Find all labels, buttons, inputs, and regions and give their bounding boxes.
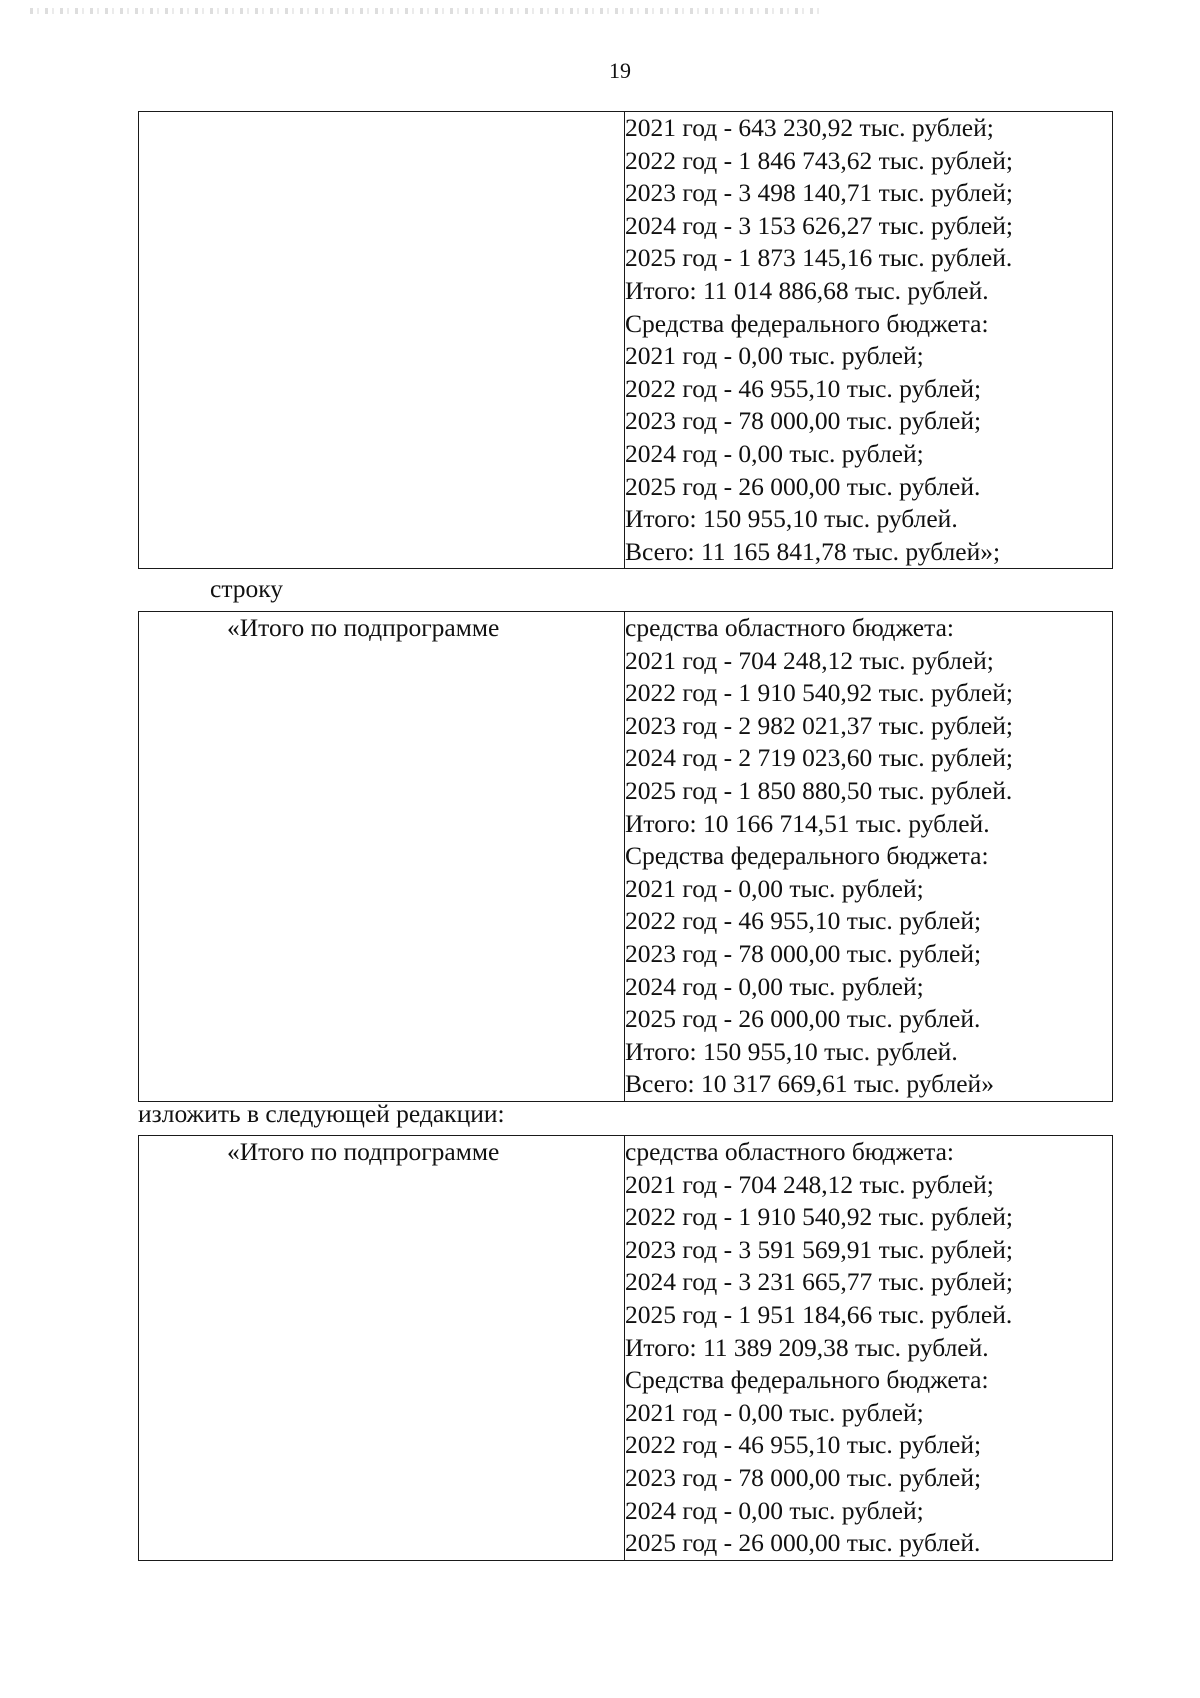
table-row (139, 112, 1113, 569)
budget-line: 2024 год - 3 231 665,77 тыс. рублей; (625, 1267, 1013, 1297)
table-right-cell (625, 112, 1113, 569)
budget-line: 2022 год - 46 955,10 тыс. рублей; (625, 1430, 982, 1460)
budget-line: средства областного бюджета: (625, 1137, 954, 1166)
table-row (139, 612, 1113, 1102)
budget-line: 2021 год - 704 248,12 тыс. рублей; (625, 645, 994, 675)
budget-line: 2021 год - 643 230,92 тыс. рублей; (625, 113, 994, 142)
budget-line: 2023 год - 3 591 569,91 тыс. рублей; (625, 1234, 1013, 1264)
budget-line: 2025 год - 26 000,00 тыс. рублей. (625, 1004, 981, 1034)
budget-line: 2021 год - 704 248,12 тыс. рублей; (625, 1169, 994, 1199)
budget-line: 2023 год - 3 498 140,71 тыс. рублей; (625, 178, 1013, 208)
budget-line: 2025 год - 1 850 880,50 тыс. рублей. (625, 775, 1013, 805)
budget-line: Средства федерального бюджета: (625, 1365, 989, 1395)
budget-line: Итого: 11 014 886,68 тыс. рублей. (625, 275, 989, 305)
budget-line: 2024 год - 2 719 023,60 тыс. рублей; (625, 743, 1013, 773)
budget-line: 2025 год - 1 873 145,16 тыс. рублей. (625, 243, 1013, 273)
budget-line: 2022 год - 1 910 540,92 тыс. рублей; (625, 1202, 1013, 1232)
budget-line: 2023 год - 2 982 021,37 тыс. рублей; (625, 710, 1013, 740)
table-left-cell (139, 612, 625, 1102)
scan-artifact (30, 8, 820, 14)
budget-line: 2022 год - 1 846 743,62 тыс. рублей; (625, 145, 1013, 175)
budget-table-continuation (138, 111, 1113, 569)
budget-line: 2024 год - 0,00 тыс. рублей; (625, 971, 924, 1001)
budget-line: 2023 год - 78 000,00 тыс. рублей; (625, 1462, 982, 1492)
budget-line: 2022 год - 1 910 540,92 тыс. рублей; (625, 678, 1013, 708)
budget-line: 2022 год - 46 955,10 тыс. рублей; (625, 373, 982, 403)
table-right-cell (625, 612, 1113, 1102)
table-right-cell (625, 1136, 1113, 1561)
budget-line: 2025 год - 26 000,00 тыс. рублей. (625, 471, 981, 501)
budget-line: 2024 год - 0,00 тыс. рублей; (625, 438, 924, 468)
budget-line: 2024 год - 3 153 626,27 тыс. рублей; (625, 210, 1013, 240)
budget-line: 2024 год - 0,00 тыс. рублей; (625, 1495, 924, 1525)
budget-line: 2025 год - 1 951 184,66 тыс. рублей. (625, 1299, 1013, 1329)
page-number: 19 (609, 58, 631, 83)
connector-text-new-edition: изложить в следующей редакции: (138, 1099, 505, 1128)
budget-line: Итого: 150 955,10 тыс. рублей. (625, 504, 958, 534)
budget-line: 2025 год - 26 000,00 тыс. рублей. (625, 1528, 981, 1558)
budget-line: Средства федерального бюджета: (625, 308, 989, 338)
budget-line: Всего: 11 165 841,78 тыс. рублей»; (625, 536, 1001, 566)
budget-line: Итого: 150 955,10 тыс. рублей. (625, 1036, 958, 1066)
budget-line: Итого: 11 389 209,38 тыс. рублей. (625, 1332, 989, 1362)
budget-line: Средства федерального бюджета: (625, 841, 989, 871)
budget-line: средства областного бюджета: (625, 613, 954, 642)
budget-line: 2021 год - 0,00 тыс. рублей; (625, 1397, 924, 1427)
budget-line: 2021 год - 0,00 тыс. рублей; (625, 873, 924, 903)
table-left-cell (139, 112, 625, 569)
subprogram-total-label: «Итого по подпрограмме (227, 1137, 500, 1166)
budget-line: Всего: 10 317 669,61 тыс. рублей» (625, 1069, 994, 1099)
budget-line: 2023 год - 78 000,00 тыс. рублей; (625, 406, 982, 436)
budget-line: 2022 год - 46 955,10 тыс. рублей; (625, 906, 982, 936)
subprogram-total-label: «Итого по подпрограмме (227, 613, 500, 642)
connector-text-stroku: строку (210, 574, 284, 603)
budget-line: Итого: 10 166 714,51 тыс. рублей. (625, 808, 990, 838)
budget-table-current (138, 611, 1113, 1102)
budget-table-new-edition (138, 1135, 1113, 1561)
table-row (139, 1136, 1113, 1561)
table-left-cell (139, 1136, 625, 1561)
budget-line: 2021 год - 0,00 тыс. рублей; (625, 341, 924, 371)
budget-line: 2023 год - 78 000,00 тыс. рублей; (625, 938, 982, 968)
